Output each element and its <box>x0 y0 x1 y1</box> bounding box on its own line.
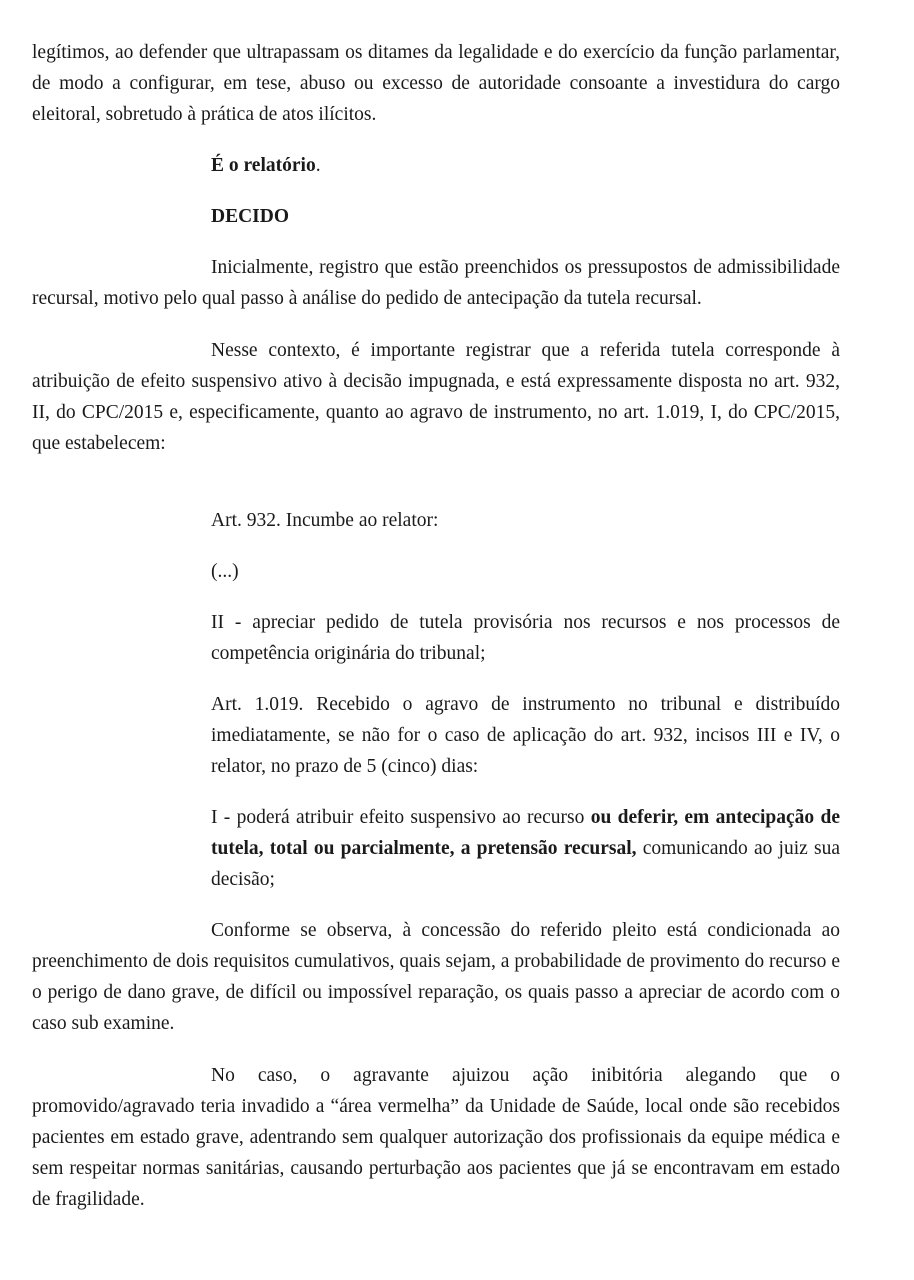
paragraph-observe: Conforme se observa, à concessão do referido pleito está condicionada ao preenchimento de dois requisitos cumulativos, quais sejam, a probabilidade de provimento do recurso e o perigo de dano grave, de difícil ou impossível reparação, os quais passo a apreciar de acordo com o caso sub examine. <box>32 920 840 1034</box>
quote-item-i-end: comunicando ao juiz sua decisão; <box>211 838 840 890</box>
quote-art932: Art. 932. Incumbe ao relator: <box>211 510 439 531</box>
heading-report-dot: . <box>315 155 321 176</box>
paragraph-case: No caso, o agravante ajuizou ação inibitória alegando que o promovido/agravado teria invadido a “área vermelha” da Unidade de Saúde, local onde são recebidos pacientes em estado grave, adentrando sem qualquer autorização dos profissionais da equipe médica e sem respeitar normas sanitárias, causando perturbação aos pacientes que já se encontravam em estado de fragilidade. <box>32 1065 840 1210</box>
quote-art1019: Art. 1.019. Recebido o agravo de instrumento no tribunal e distribuído imediatamente, se não for o caso de aplicação do art. 932, incisos III e IV, o relator, no prazo de 5 (cinco) dias: <box>211 694 840 777</box>
quote-ellipsis: (...) <box>211 561 239 582</box>
quote-item-i-start: I - poderá atribuir efeito suspensivo ao recurso <box>211 807 591 828</box>
quote-item-i-emphasis: ou deferir, em antecipação de tutela, total ou parcialmente, a pretensão recursal, <box>211 807 840 859</box>
paragraph-context: Nesse contexto, é importante registrar que a referida tutela corresponde à atribuição de efeito suspensivo ativo à decisão impugnada, e está expressamente disposta no art. 932, II, do CPC/2015 e, especificamente, quanto ao agravo de instrumento, no art. 1.019, I, do CPC/2015, que estabelecem: <box>32 340 840 454</box>
heading-report-text: É o relatório <box>211 155 316 176</box>
quote-item-ii: II - apreciar pedido de tutela provisória nos recursos e nos processos de competência originária do tribunal; <box>211 612 840 664</box>
heading-report <box>32 150 840 181</box>
paragraph-intro: legítimos, ao defender que ultrapassam os ditames da legalidade e do exercício da função parlamentar, de modo a configurar, em tese, abuso ou excesso de autoridade consoante a investidura do cargo eleitoral, sobretudo à prática de atos ilícitos. <box>32 42 840 125</box>
quote-item-i <box>211 802 840 895</box>
heading-decide: DECIDO <box>211 206 290 227</box>
paragraph-initially: Inicialmente, registro que estão preenchidos os pressupostos de admissibilidade recursal, motivo pelo qual passo à análise do pedido de antecipação da tutela recursal. <box>32 257 840 309</box>
document-page <box>32 37 840 1236</box>
